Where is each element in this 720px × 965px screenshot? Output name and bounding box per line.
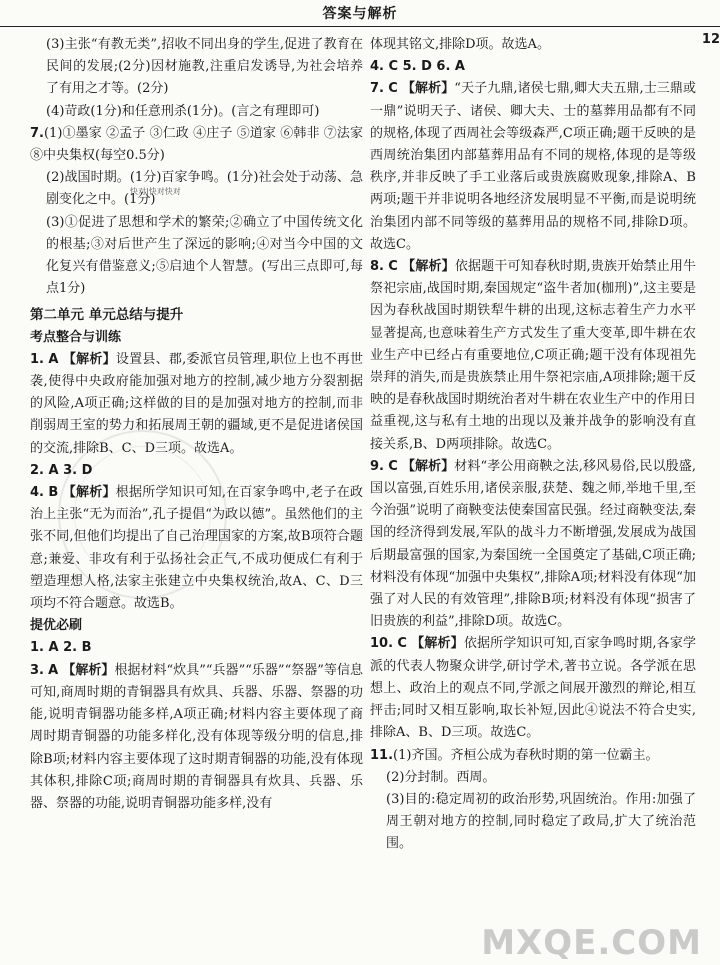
answer-paragraph: (2)分封制。西周。: [386, 769, 496, 785]
header-title: 答案与解析: [322, 6, 398, 22]
answer-paragraph: (3)①促进了思想和学术的繁荣;②确立了中国传统文化的根基;③对后世产生了深远的影响;④对当今中国的文化复兴有借鉴意义;⑤启迪个人智慧。(写出三点即可,每点1分): [46, 214, 363, 297]
analysis-text: 根据所学知识可知,在百家争鸣中,老子在政治上主张“无为而治”,孔子提倡“为政以德”。虽然他们的主张不同,但他们均提出了自己治理国家的方案,故B项符合题意;兼爱、非攻有利于弘扬社会正气,不成功便成仁有利于塑造理想人格,法家主张建立中央集权统治,故A、C、D三项均不符合题意。故选B。: [30, 485, 363, 612]
answer-4: [30, 482, 363, 615]
section-subheading: 提优必刷: [30, 618, 83, 634]
answer-2-3: 2. A 3. D: [30, 462, 93, 478]
question-number: 10.: [370, 636, 394, 652]
question-number: 7.: [370, 81, 384, 97]
answer-letter: C: [388, 259, 398, 275]
answer-paragraph: (3)目的:稳定周初的政治形势,巩固统治。作用:加强了周王朝对地方的控制,同时稳定了政局,扩大了统治范围。: [386, 791, 696, 852]
answer-letter: A: [48, 351, 59, 367]
answer-paragraph: (4)苛政(1分)和任意刑杀(1分)。(言之有理即可): [46, 103, 320, 119]
answer-10: [370, 633, 696, 744]
unit-heading: 第二单元 单元总结与提升: [30, 307, 184, 324]
analysis-tag: 【解析】: [62, 351, 116, 367]
answer-letter: A: [48, 662, 59, 678]
analysis-tag: 【解析】: [401, 458, 455, 474]
section-subheading: 考点整合与训练: [30, 329, 122, 345]
page-number: 12: [701, 32, 720, 47]
question-number: 1.: [30, 351, 44, 367]
left-column: [30, 34, 363, 815]
answer-4-5-6: 4. C 5. D 6. A: [370, 59, 465, 75]
answer-paragraph: (2)战国时期。(1分)百家争鸣。(1分)社会处于动荡、急剧变化之中。(1分): [46, 170, 363, 208]
answer-11: [370, 745, 696, 767]
answer-text: (1)齐国。齐桓公成为春秋时期的第一位霸主。: [393, 747, 659, 763]
answer-1-2: 1. A 2. B: [30, 640, 92, 656]
question-number: 3.: [30, 662, 44, 678]
analysis-tag: 【解析】: [402, 259, 455, 275]
answer-3: [30, 660, 363, 815]
handwritten-note: 快对|快对快对: [130, 187, 181, 196]
answer-paragraph: (3)主张“有教无类”,招收不同出身的学生,促进了教育在民间的发展;(2分)因材施教,注重启发诱导,为社会培养了有用之才等。(2分): [46, 37, 363, 97]
analysis-tag: 【解析】: [62, 485, 116, 501]
analysis-text: 依据所学知识可知,百家争鸣时期,各家学派的代表人物聚众讲学,研讨学术,著书立说。各学派在思想上、政治上的观点不同,学派之间展开激烈的辩论,相互抨击;同时又相互影响,取长补短,因此④说法不符合史实,排除A、B、D三项。故选C。: [370, 636, 696, 741]
analysis-tag: 【解析】: [411, 636, 464, 652]
answer-text: (1)①墨家 ②孟子 ③仁政 ④庄子 ⑤道家 ⑥韩非 ⑦法家 ⑧中央集权(每空0.5分): [30, 125, 363, 164]
answer-7: [370, 78, 696, 256]
question-number: 8.: [370, 259, 384, 275]
question-number: 7.: [30, 125, 44, 141]
answer-letter: B: [48, 485, 59, 501]
answer-paragraph: 体现其铭文,排除D项。故选A。: [370, 37, 550, 52]
analysis-text: 材料“孝公用商鞅之法,移风易俗,民以殷盛,国以富强,百姓乐用,诸侯亲服,获楚、魏之师,举地千里,至今治强”说明了商鞅变法使秦国富民强。经过商鞅变法,秦国的经济得到发展,军队的战斗力不断增强,发展成为战国后期最富强的国家,为秦国统一全国奠定了基础,C项正确;材料没有体现“加强中央集权”,排除A项;材料没有体现“加强了对人民的有效管理”,排除B项;材料没有体现“损害了旧贵族的利益”,排除D项。故选C。: [370, 458, 696, 630]
analysis-text: 根据材料“炊具”“兵器”“乐器”“祭器”等信息可知,商周时期的青铜器具有炊具、兵器、乐器、祭器的功能,说明青铜器功能多样,A项正确;材料内容主要体现了商周时期青铜器的功能多样化,没有体现等级分明的信息,排除B项;材料内容主要体现了这时期青铜器的功能,没有体现其体积,排除C项;商周时期的青铜器具有炊具、兵器、乐器、祭器的功能,说明青铜器功能多样,没有: [30, 662, 363, 811]
answer-letter: C: [388, 81, 398, 97]
question-number: 11.: [370, 747, 394, 763]
site-watermark: MXQE.COM: [481, 923, 702, 963]
question-number: 4.: [30, 485, 44, 501]
answer-9: [370, 456, 696, 634]
answer-1: [30, 349, 363, 460]
answer-8: [370, 256, 696, 456]
analysis-text: “天子九鼎,诸侯七鼎,卿大夫五鼎,士三鼎或一鼎”说明天子、诸侯、卿大夫、士的墓葬用品都有不同的规格,体现了西周社会等级森严,C项正确;题干反映的是西周统治集团内部墓葬用品有不同的规格,体现的是等级秩序,并非反映了手工业落后或贵族腐败现象,排除A、B两项;题干并非说明各地经济发展明显不平衡,而是说明统治集团内部不同等级的墓葬用品的规格不同,排除D项。故选C。: [370, 81, 696, 252]
answer-letter: C: [397, 636, 407, 652]
analysis-text: 设置县、郡,委派官员管理,职位上也不再世袭,使得中央政府能加强对地方的控制,减少地方分裂割据的风险,A项正确;这样做的目的是加强对地方的控制,而非削弱周王室的势力和拓展周王朝的疆域,更不是促进诸侯国的交流,排除B、C、D三项。故选A。: [30, 351, 363, 456]
analysis-tag: 【解析】: [62, 662, 115, 678]
answer-letter: C: [388, 458, 398, 474]
analysis-text: 依据题干可知春秋时期,贵族开始禁止用牛祭祀宗庙,战国时期,秦国规定“盗牛者加(枷刑)”,这主要是因为春秋战国时期铁犁牛耕的出现,这标志着生产力水平显著提高,也意味着生产方式发生了重大变革,即牛耕在农业生产中已经占有重要地位,C项正确;题干没有体现祖先崇拜的消失,而是贵族禁止用牛祭祀宗庙,A项排除;题干反映的是春秋战国时期统治者对牛耕在农业生产中的作用日益重视,这与私有土地的出现以及兼并战争的影响没有直接关系,B、D两项排除。故选C。: [370, 259, 696, 452]
question-7: [30, 123, 363, 167]
analysis-tag: 【解析】: [401, 81, 455, 97]
question-number: 9.: [370, 458, 384, 474]
right-column: [370, 34, 696, 856]
